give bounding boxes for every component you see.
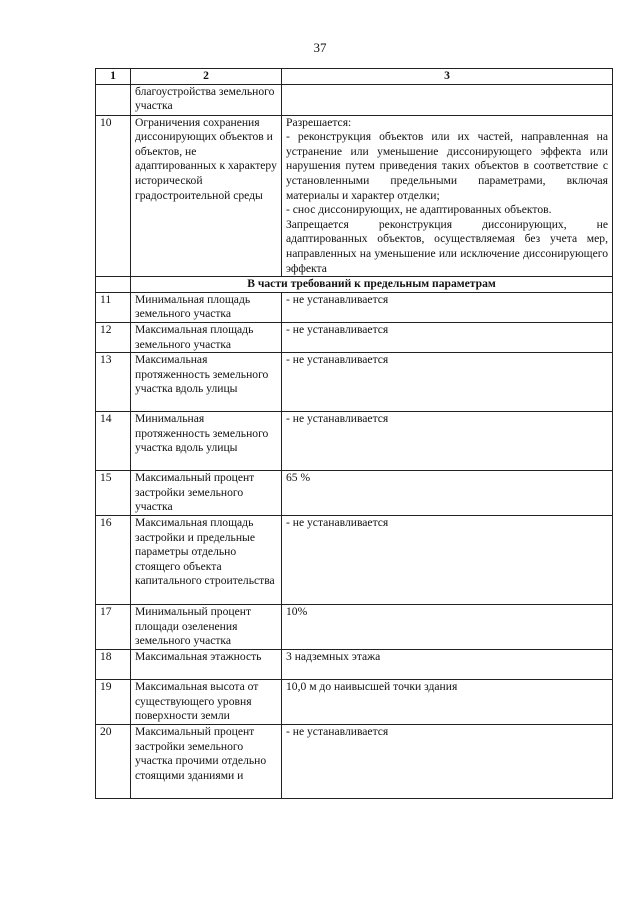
row-number: 16 [96, 516, 131, 605]
table-row [96, 115, 613, 277]
parameter-name: благоустройства земельного участка [131, 84, 282, 115]
parameter-name: Максимальная площадь застройки и предельные параметры отдельно стоящего объекта капитального строительства [131, 516, 282, 605]
table-row [96, 680, 613, 725]
row-number: 18 [96, 650, 131, 680]
parameter-value: - не устанавливается [282, 516, 613, 605]
parameter-name: Минимальная площадь земельного участка [131, 292, 282, 322]
permission-heading: Разрешается: [286, 115, 352, 129]
section-spacer [96, 277, 131, 293]
table-header-row [96, 69, 613, 85]
column-header-3: 3 [282, 69, 613, 85]
table-row [96, 605, 613, 650]
row-number: 15 [96, 471, 131, 516]
parameter-name: Минимальная протяженность земельного участка вдоль улицы [131, 412, 282, 471]
parameter-name: Минимальный процент площади озеленения земельного участка [131, 605, 282, 650]
permission-item: - реконструкция объектов или их частей, направленная на устранение или уменьшение диссонирующего эффекта или нарушения путем приведения таких объектов в соответствие с установленными предельными параметрами, включая материалы и характер отделки; [286, 130, 608, 202]
parameter-value: - не устанавливается [282, 412, 613, 471]
regulations-table [95, 68, 613, 799]
parameter-value: 3 надземных этажа [282, 650, 613, 680]
parameter-value: - не устанавливается [282, 292, 613, 322]
table-row [96, 353, 613, 412]
row-number: 20 [96, 725, 131, 799]
parameter-name: Максимальный процент застройки земельного участка [131, 471, 282, 516]
row-number: 13 [96, 353, 131, 412]
table-row [96, 516, 613, 605]
row-number: 14 [96, 412, 131, 471]
table-row [96, 84, 613, 115]
row-number: 17 [96, 605, 131, 650]
row-number: 10 [96, 115, 131, 277]
parameter-name: Максимальная площадь земельного участка [131, 322, 282, 352]
table-row [96, 725, 613, 799]
section-title: В части требований к предельным параметрам [131, 277, 613, 293]
row-number: 12 [96, 322, 131, 352]
parameter-value: 10,0 м до наивысшей точки здания [282, 680, 613, 725]
page-number: 37 [313, 40, 327, 55]
parameter-name: Максимальный процент застройки земельного участка прочими отдельно стоящими зданиями и [131, 725, 282, 799]
parameter-value: 10% [282, 605, 613, 650]
parameter-name: Максимальная этажность [131, 650, 282, 680]
parameter-name: Ограничения сохранения диссонирующих объектов и объектов, не адаптированных к характеру исторической градостроительной среды [131, 115, 282, 277]
parameter-value [282, 84, 613, 115]
parameter-value: - не устанавливается [282, 322, 613, 352]
column-header-1: 1 [96, 69, 131, 85]
table-row [96, 292, 613, 322]
parameter-name: Максимальная высота от существующего уровня поверхности земли [131, 680, 282, 725]
permission-item: - снос диссонирующих, не адаптированных объектов. [286, 203, 552, 217]
table-row [96, 412, 613, 471]
parameter-value: - не устанавливается [282, 725, 613, 799]
parameter-name: Максимальная протяженность земельного участка вдоль улицы [131, 353, 282, 412]
column-header-2: 2 [131, 69, 282, 85]
row-number: 11 [96, 292, 131, 322]
section-row [96, 277, 613, 293]
table-row [96, 650, 613, 680]
parameter-value: 65 % [282, 471, 613, 516]
row-number: 19 [96, 680, 131, 725]
prohibition-text: Запрещается реконструкция диссонирующих, не адаптированных объектов, осуществляемая без учета мер, направленных на уменьшение или исключение диссонирующего эффекта [286, 217, 608, 275]
row-number [96, 84, 131, 115]
parameter-value [282, 115, 613, 277]
table-row [96, 322, 613, 352]
table-row [96, 471, 613, 516]
parameter-value: - не устанавливается [282, 353, 613, 412]
